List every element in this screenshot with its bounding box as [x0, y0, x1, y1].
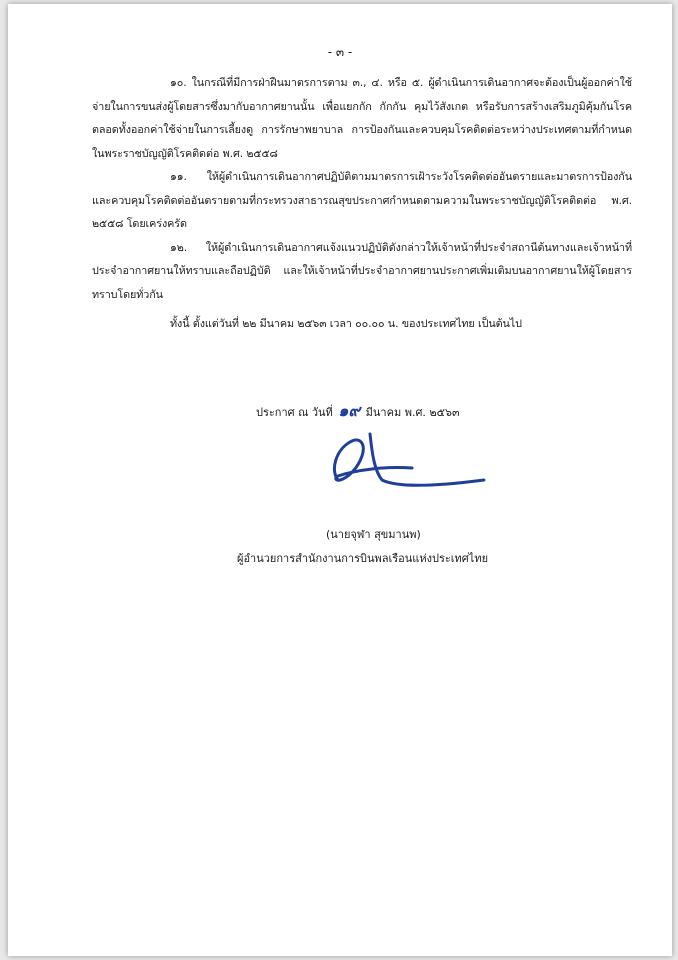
paragraph-11: ๑๑. ให้ผู้ดำเนินการเดินอากาศปฏิบัติตามมาตรการเฝ้าระวังโรคติดต่ออันตรายและมาตรการป้องกันและควบคุมโรคติดต่ออันตรายตามที่กระทรวงสาธารณสุขประกาศกำหนดตามความในพระราชบัญญัติโรคติดต่อ พ.ศ. ๒๕๕๘ โดยเคร่งครัด [92, 170, 632, 230]
signer-title: ผู้อำนวยการสำนักงานการบินพลเรือนแห่งประเทศไทย [237, 552, 489, 565]
announcement-month-year: มีนาคม พ.ศ. ๒๕๖๓ [365, 406, 460, 419]
document-body [92, 71, 632, 336]
page-number: - ๓ - [327, 45, 353, 59]
signature-image [308, 422, 488, 497]
handwritten-day: ๑๙ [338, 401, 361, 420]
announcement-prefix: ประกาศ ณ วันที่ [256, 406, 333, 419]
announcement-date [256, 399, 460, 424]
effective-date-line: ทั้งนี้ ตั้งแต่วันที่ ๒๒ มีนาคม ๒๕๖๓ เวลา ๐๐.๐๐ น. ของประเทศไทย เป็นต้นไป [170, 317, 522, 330]
paragraph-12: ๑๒. ให้ผู้ดำเนินการเดินอากาศแจ้งแนวปฏิบัติดังกล่าวให้เจ้าหน้าที่ประจำสถานีต้นทางและเจ้าหน้าที่ประจำอากาศยานให้ทราบและถือปฏิบัติ และให้เจ้าหน้าที่ประจำอากาศยานประกาศเพิ่มเติมบนอากาศยานให้ผู้โดยสารทราบโดยทั่วกัน [92, 240, 632, 301]
document-page [8, 4, 672, 956]
signer-name: (นายจุฬา สุขมานพ) [326, 528, 421, 541]
paragraph-10: ๑๐. ในกรณีที่มีการฝ่าฝืนมาตรการตาม ๓., ๔. หรือ ๕. ผู้ดำเนินการเดินอากาศจะต้องเป็นผู้ออกค่าใช้จ่ายในการขนส่งผู้โดยสารซึ่งมากับอากาศยานนั้น เพื่อแยกกัก กักกัน คุมไว้สังเกต หรือรับการสร้างเสริมภูมิคุ้มกันโรคตลอดทั้งออกค่าใช้จ่ายในการเลี้ยงดู การรักษาพยาบาล การป้องกันและควบคุมโรคติดต่อระหว่างประเทศตามที่กำหนดในพระราชบัญญัติโรคติดต่อ พ.ศ. ๒๕๕๘ [92, 76, 632, 160]
